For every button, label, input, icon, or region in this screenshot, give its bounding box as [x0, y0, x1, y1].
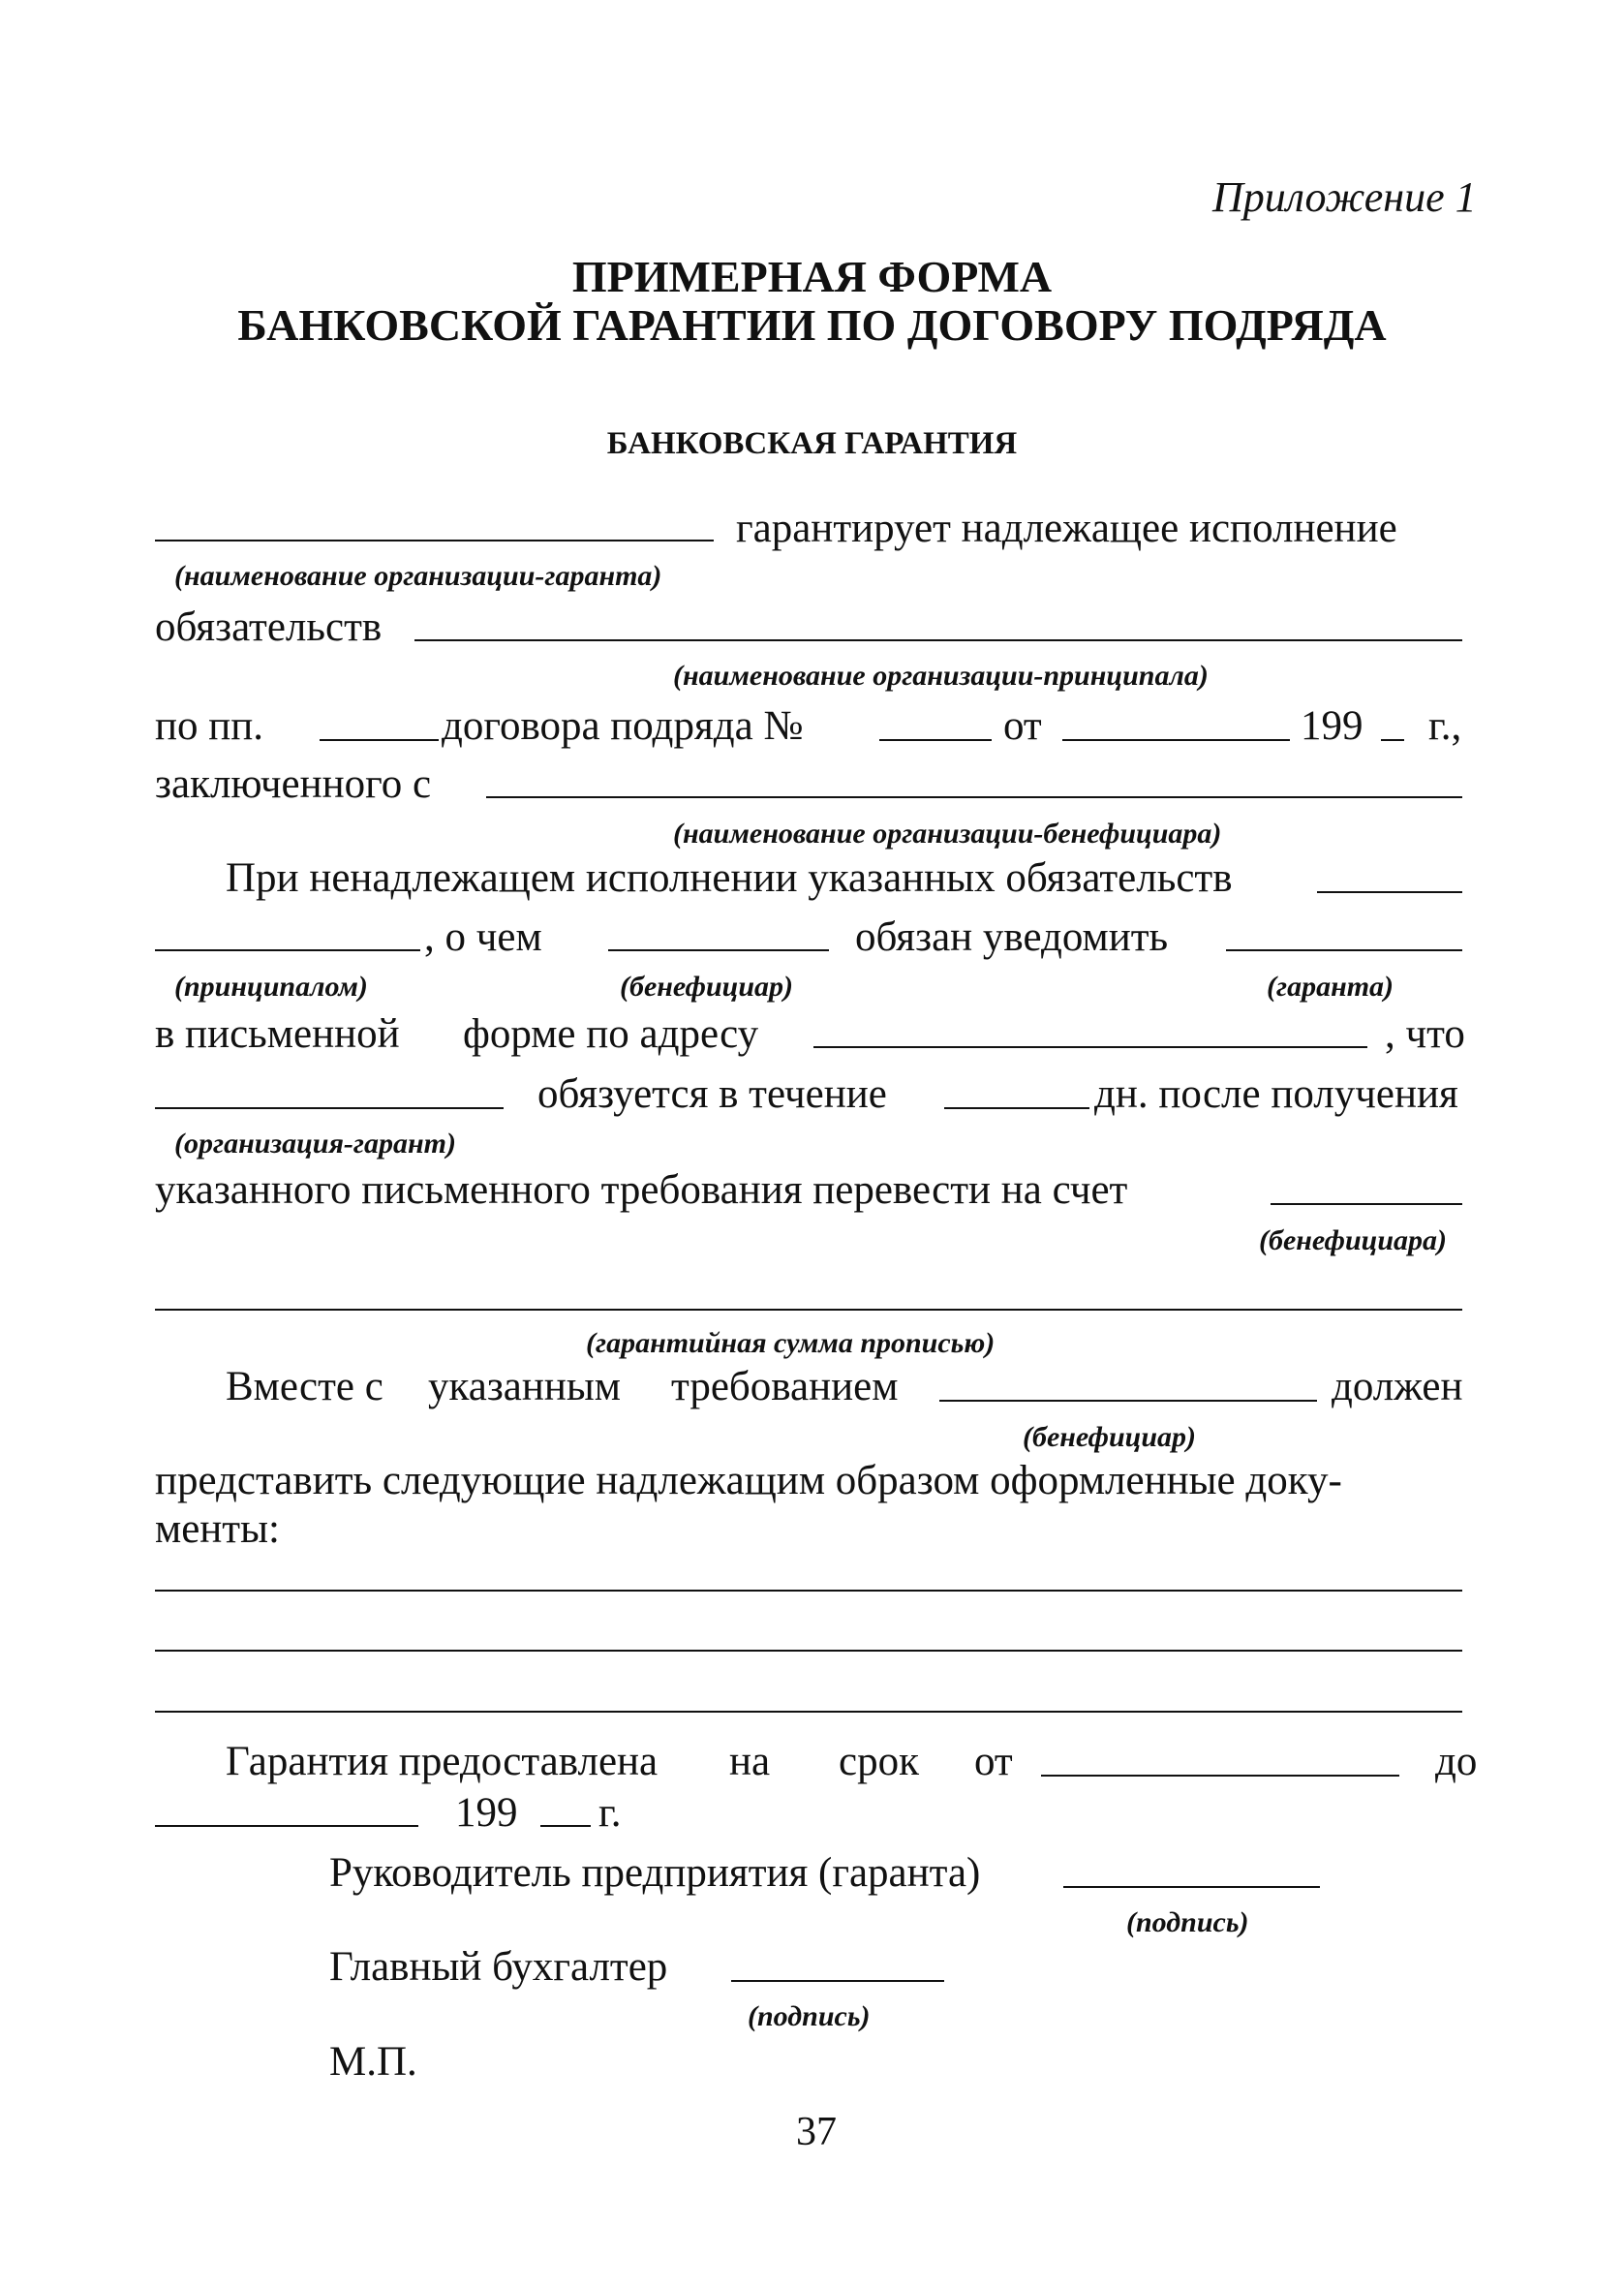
- provide-documents-text: представить следующие надлежащим образом оформленные доку-: [155, 1458, 1342, 1503]
- chief-accountant-signature-field[interactable]: [731, 1980, 944, 1982]
- requirement-text: требованием: [671, 1364, 899, 1409]
- improper-performance-text: При ненадлежащем исполнении указанных обязательств: [226, 855, 1233, 901]
- transfer-text: указанного письменного требования перевести на счет: [155, 1167, 1128, 1213]
- term-text: срок: [839, 1739, 919, 1784]
- document-line-3[interactable]: [155, 1711, 1462, 1713]
- address-field[interactable]: [813, 1046, 1367, 1048]
- principal-notify-field[interactable]: [155, 949, 420, 951]
- beneficiary-docs-caption: (бенефициар): [1023, 1421, 1197, 1453]
- beneficiary-name-field[interactable]: [486, 796, 1462, 798]
- contract-number-field[interactable]: [879, 739, 992, 741]
- term-year-digit-field[interactable]: [540, 1825, 591, 1827]
- term-year-suffix: г.: [598, 1790, 622, 1836]
- page-title-line-2: БАНКОВСКОЙ ГАРАНТИИ ПО ДОГОВОРУ ПОДРЯДА: [237, 300, 1387, 350]
- written-form-text: в письменной: [155, 1011, 400, 1057]
- guarantee-provided-text: Гарантия предоставлена: [226, 1739, 659, 1784]
- specified-text: указанным: [428, 1364, 622, 1409]
- contract-number-label: договора подряда №: [442, 703, 804, 749]
- document-subtitle: БАНКОВСКАЯ ГАРАНТИЯ: [606, 426, 1018, 461]
- year-prefix: 199: [1301, 703, 1364, 749]
- must-notify-text: обязан уведомить: [855, 914, 1169, 960]
- director-label: Руководитель предприятия (гаранта): [329, 1850, 981, 1896]
- from-text: от: [974, 1739, 1013, 1784]
- clauses-field[interactable]: [320, 739, 439, 741]
- document-line-1[interactable]: [155, 1590, 1462, 1592]
- guarantor-org-caption: (организация-гарант): [174, 1128, 456, 1160]
- guarantor-name-field[interactable]: [155, 540, 714, 541]
- director-signature-field[interactable]: [1063, 1886, 1320, 1888]
- until-text: до: [1435, 1739, 1478, 1784]
- principal-name-field[interactable]: [414, 639, 1462, 641]
- address-label: форме по адресу: [463, 1011, 759, 1057]
- for-text: на: [729, 1739, 771, 1784]
- beneficiary-account-field[interactable]: [1271, 1203, 1462, 1205]
- principal-caption: (наименование организации-принципала): [673, 660, 1209, 692]
- page-title-line-1: ПРИМЕРНАЯ ФОРМА: [571, 252, 1053, 301]
- guarantor-caption: (наименование организации-гаранта): [174, 560, 662, 592]
- days-field[interactable]: [944, 1107, 1089, 1109]
- term-end-field[interactable]: [155, 1825, 418, 1827]
- together-with-text: Вместе с: [226, 1364, 383, 1409]
- beneficiary-account-caption: (бенефициара): [1259, 1224, 1448, 1256]
- documents-text: менты:: [155, 1506, 280, 1552]
- clauses-label: по пп.: [155, 703, 264, 749]
- beneficiary-caption: (наименование организации-бенефициара): [673, 818, 1222, 850]
- undertakes-within-text: обязуется в течение: [537, 1071, 887, 1117]
- guarantor-notify-field[interactable]: [1226, 949, 1462, 951]
- director-signature-caption: (подпись): [1126, 1906, 1249, 1938]
- beneficiary-docs-field[interactable]: [939, 1400, 1317, 1402]
- term-start-field[interactable]: [1041, 1775, 1399, 1777]
- chief-accountant-label: Главный бухгалтер: [329, 1944, 668, 1990]
- obligations-continuation-field[interactable]: [1317, 891, 1462, 893]
- guarantor-org-field[interactable]: [155, 1107, 504, 1109]
- must-text: должен: [1332, 1364, 1463, 1409]
- line1-text: гарантирует надлежащее исполнение: [736, 506, 1397, 551]
- beneficiary-notify-field[interactable]: [608, 949, 829, 951]
- days-after-receipt-text: дн. после получения: [1094, 1071, 1458, 1117]
- about-which-text: , о чем: [424, 914, 542, 960]
- principal-short-caption: (принципалом): [174, 971, 368, 1003]
- year-suffix: г.,: [1428, 703, 1462, 749]
- term-year-prefix: 199: [455, 1790, 518, 1836]
- stamp-place: М.П.: [329, 2039, 417, 2085]
- year-digit-field[interactable]: [1381, 739, 1404, 741]
- that-text: , что: [1385, 1011, 1465, 1057]
- guarantee-amount-field[interactable]: [155, 1309, 1462, 1311]
- contract-date-field[interactable]: [1062, 739, 1290, 741]
- chief-accountant-signature-caption: (подпись): [748, 2000, 871, 2032]
- document-line-2[interactable]: [155, 1650, 1462, 1652]
- guarantee-amount-caption: (гарантийная сумма прописью): [586, 1327, 996, 1359]
- line2-text: обязательств: [155, 604, 383, 650]
- page-number: 37: [796, 2110, 837, 2154]
- guarantor-short-caption: (гаранта): [1267, 971, 1394, 1003]
- appendix-label: Приложение 1: [1212, 173, 1477, 221]
- beneficiary-short-caption: (бенефициар): [620, 971, 794, 1003]
- contract-date-label: от: [1003, 703, 1042, 749]
- concluded-with-label: заключенного с: [155, 761, 432, 807]
